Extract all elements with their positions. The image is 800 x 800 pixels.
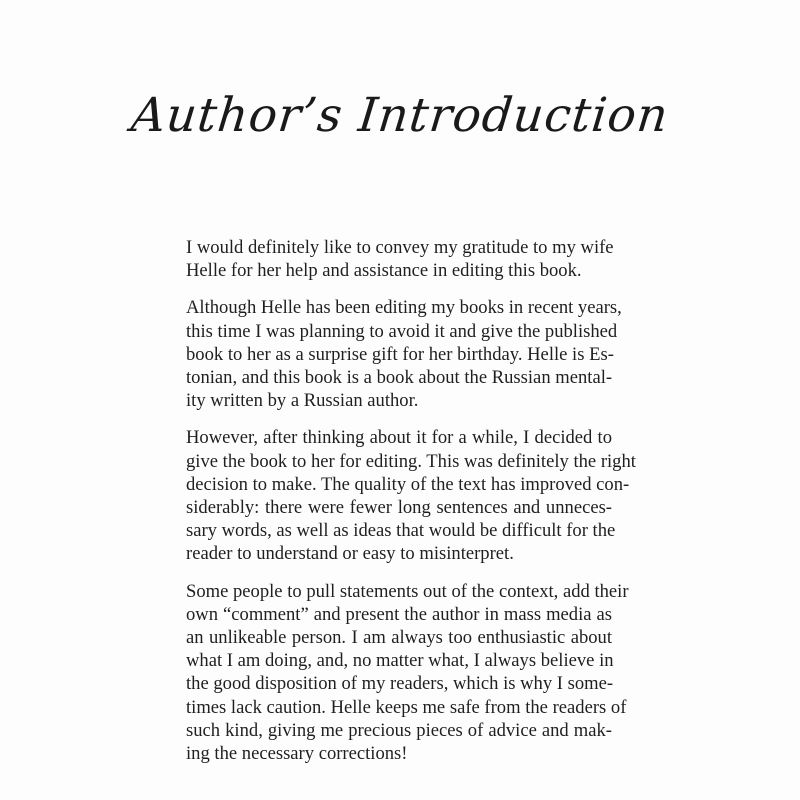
paragraph-4 bbox=[186, 580, 629, 766]
text-line: own “comment” and present the author in mass media as bbox=[186, 603, 612, 625]
text-line: ing the necessary corrections! bbox=[186, 743, 408, 765]
text-line: Although Helle has been editing my books in recent years, bbox=[186, 297, 622, 319]
text-line: sary words, as well as ideas that would be difficult for the bbox=[186, 520, 616, 542]
text-line: However, after thinking about it for a while, I decided to bbox=[186, 427, 612, 449]
text-line: Some people to pull statements out of the context, add their bbox=[186, 580, 629, 602]
text-line: book to her as a surprise gift for her birthday. Helle is Es- bbox=[186, 343, 614, 365]
text-line: times lack caution. Helle keeps me safe from the readers of bbox=[186, 696, 627, 718]
paragraph-1 bbox=[186, 236, 612, 282]
text-line: this time I was planning to avoid it and give the published bbox=[186, 320, 618, 342]
page-title: Author’s Introduction bbox=[128, 88, 672, 143]
text-line: the good disposition of my readers, which is why I some- bbox=[186, 673, 614, 695]
text-line: reader to understand or easy to misinterpret. bbox=[186, 543, 514, 565]
text-line: siderably: there were fewer long sentences and unneces- bbox=[186, 497, 612, 519]
text-line: tonian, and this book is a book about the Russian mental- bbox=[186, 367, 613, 389]
text-line: decision to make. The quality of the text has improved con- bbox=[186, 473, 630, 495]
text-line: what I am doing, and, no matter what, I always believe in bbox=[186, 650, 614, 672]
paragraph-3 bbox=[186, 426, 636, 565]
text-line: Helle for her help and assistance in editing this book. bbox=[186, 260, 582, 282]
text-line: give the book to her for editing. This was definitely the right bbox=[186, 450, 636, 472]
text-line: an unlikeable person. I am always too enthusiastic about bbox=[186, 627, 612, 649]
paragraph-2 bbox=[186, 296, 622, 412]
body-text bbox=[186, 236, 636, 779]
text-line: ity written by a Russian author. bbox=[186, 390, 419, 412]
text-line: I would definitely like to convey my gratitude to my wife bbox=[186, 237, 614, 258]
text-line: such kind, giving me precious pieces of advice and mak- bbox=[186, 719, 612, 741]
